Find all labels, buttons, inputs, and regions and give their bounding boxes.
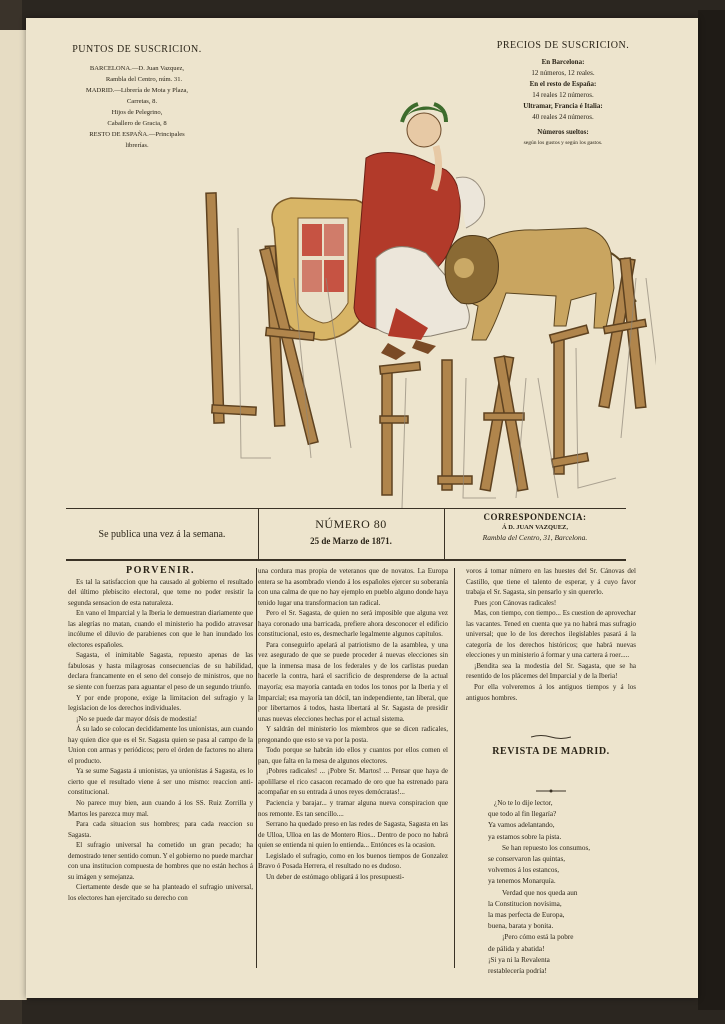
- paragraph: voros á tomar número en las huestes del Sr. Cánovas del Castillo, que tiene el talento de esperar, y á cuyo favor trabaja el Sr. Sagasta, sin pensarlo y sin quererlo.: [466, 567, 636, 597]
- poem-line: de pálida y abatida!: [488, 944, 545, 953]
- paragraph: Mas, con tiempo, con tiempo... Es cuestion de aprovechar las vacantes. Tened en cuenta que ya no habrá mas sufragio universal; que lo de los derechos ilegislables pasará á la categoría de los derechos históricos; que habrá nuevas elecciones y un ministerio á formar y una cartera á roer.....: [466, 609, 636, 660]
- issue-info-band: [66, 508, 626, 561]
- paragraph: Paciencia y barajar... y tramar alguna nueva conspiracion que nos remonte. Es tan sencillo....: [258, 799, 448, 818]
- revista-title: REVISTA DE MADRID.: [492, 746, 610, 757]
- scan-background-right: [698, 10, 725, 1010]
- price-line: Números sueltos:: [537, 128, 589, 136]
- paragraph: Todo porque se habrán ido ellos y cuantos por ellos comen el pan, que falta en la mesa de algunos electores.: [258, 746, 448, 765]
- subscription-prices-heading: PRECIOS DE SUSCRICION.: [496, 40, 630, 51]
- subscription-line: RESTO DE ESPAÑA.—Principales: [89, 131, 185, 138]
- paragraph: Legislado el sufragio, como en los buenos tiempos de Gonzalez Bravo ó Posada Herrera, el resultado no es dudoso.: [258, 851, 448, 871]
- poem-line: ¿No te lo dije lector,: [494, 799, 553, 807]
- paragraph: Para conseguirlo apelará al patriotismo de la asamblea, y una vez asegurado de que se puede proceder á nuevas elecciones sin que la inmensa masa de los federales y de los carlistas puedan hacerle la contra, hará el sacrificio de desprenderse de la actual mayoría; esa mayoría cantada en todos los tonos por la Iberia y el Imparcial; esa mayoría tan dócil, tan independiente, tan liberal, que por libertarnos á todos, hasta libertará al Sr. Sagasta de presidir unas nuevas elecciones hechas por el actual sistema.: [258, 640, 448, 723]
- paragraph: El sufragio universal ha cometido un gran pecado; ha demostrado tener sentido comun. Y el gobierno no puede marchar con una institucion compuesta de hombres que no están hechos á su imágen y semejanza.: [68, 841, 253, 881]
- poem-line: restablecería podría!: [488, 967, 547, 976]
- poem-line: Ya vamos adelantando,: [488, 821, 555, 830]
- section-ornament: [531, 788, 571, 794]
- paragraph: Pues ¡con Cánovas radicales!: [474, 598, 557, 607]
- masthead-illustration: [166, 78, 656, 508]
- price-line: según los gustos y según los gastos.: [523, 140, 603, 146]
- poem-line: buena, barata y bonita.: [488, 922, 554, 931]
- publication-frequency: Se publica una vez á la semana.: [66, 509, 259, 559]
- subscription-points-heading: PUNTOS DE SUSCRICION.: [72, 44, 202, 55]
- poem-line: la mas perfecta de Europa,: [488, 911, 565, 920]
- subscription-line: Carretas, 8.: [126, 98, 158, 105]
- subscription-line: BARCELONA.—D. Juan Vazquez,: [89, 65, 185, 72]
- revista-poem: [488, 798, 638, 977]
- paragraph: ¡Bendita sea la modestia del Sr. Sagasta, que se ha resentido de los plácemes del Imparcial y de la Iberia!: [466, 661, 636, 681]
- paragraph: Á su lado se colocan decididamente los unionistas, aun cuando hay quien dice que es el Sr. Sagasta quien se pasa al campo de la Union con armas y periódicos; pero el órden de factores no altera el producto.: [68, 725, 253, 765]
- poem-line: que todo al fin llegaría?: [488, 810, 557, 819]
- subscription-line: librerías.: [125, 142, 149, 149]
- poem-line: Verdad que nos queda aun: [502, 888, 578, 897]
- column-rule: [454, 568, 455, 968]
- paragraph: Y saldrán del ministerio los miembros que se dicen radicales, pregonando que esto se va por la posta.: [258, 725, 448, 744]
- poem-line: ya tenemos Monarquía.: [488, 877, 556, 886]
- section-ornament: [531, 734, 571, 740]
- price-line: 40 reales 24 números.: [532, 113, 594, 121]
- paragraph: Ciertamente desde que se ha planteado el sufragio universal, los electores han ejercitado su derecho con: [68, 883, 253, 902]
- column-2: [258, 566, 448, 956]
- seated-woman-figure: [354, 104, 485, 360]
- poem-line: ¡Si ya ni la Revalenta: [488, 955, 550, 964]
- paragraph: Pero el Sr. Sagasta, de quien no será imposible que alguna vez haya coronado una barricada, prefiere ahora desconocer el edificio constitucional, esto es, desmecharle legalmente algunos capítulos.: [258, 609, 448, 639]
- price-line: En el resto de España:: [529, 80, 597, 88]
- paragraph: En vano el Imparcial y la Iberia le demuestran diariamente que las alegrías no matan, cuando el ministerio ha podido atravesar incólume el diluvio de parabienes con que le han inundado los electores españoles.: [68, 609, 253, 649]
- paragraph: Para cada situacion sus hombres; para cada reaccion su Sagasta.: [68, 820, 253, 839]
- paragraph: Un deber de estómago obligará á los presupuesti-: [266, 872, 405, 881]
- subscription-line: MADRID.—Librería de Mota y Plaza,: [85, 87, 189, 94]
- paragraph: Serrano ha quedado preso en las redes de Sagasta, Sagasta en las de Ulloa, Ulloa en las de Montero Rios... Dentro de poco no habrá quien se entienda ni quien lo entienda... Entónces es la ocasion.: [258, 820, 448, 850]
- price-line: 14 reales 12 números.: [532, 91, 594, 99]
- correspondence-title: CORRESPONDENCIA:: [483, 512, 587, 522]
- price-line: En Barcelona:: [541, 58, 585, 66]
- subscription-line: Hijos de Pelegrino,: [111, 109, 163, 116]
- correspondence-name: Á D. JUAN VAZQUEZ,: [501, 524, 569, 531]
- column-3: [466, 566, 636, 726]
- paragraph: ¡Pobres radicales! ... ¡Pobre Sr. Martos! ... Pensar que haya de apolillarse el rico casacon recamado de oro que ha estrenado para acompañar en su entrada á unos reyes demócratas!...: [258, 767, 448, 797]
- issue-number-block: [258, 509, 445, 559]
- price-line: 12 números, 12 reales.: [531, 69, 595, 77]
- column-1: [68, 566, 253, 971]
- issue-date: 25 de Marzo de 1871.: [310, 536, 392, 546]
- paragraph: Sagasta, el inimitable Sagasta, repuesto apenas de las fabulosas y hasta milagrosas consecuencias de su habilidad, declara francamente en el seno del consejo de ministros, que no se siente con fuerzas para aguantar el peso de un segundo triunfo.: [68, 651, 253, 692]
- paragraph: Es tal la satisfaccion que ha causado al gobierno el resultado del último plebiscito electoral, que teme no poder resistir la segunda sensacion de esta naturaleza.: [68, 577, 253, 607]
- paragraph: Por ella volveremos á los antiguos tiempos y á los antiguos hombres.: [466, 683, 636, 702]
- lion-figure: [445, 228, 636, 340]
- subscription-line: Rambla del Centro, núm. 31.: [105, 76, 183, 83]
- subscription-line: Caballero de Gracia, 8: [107, 120, 167, 127]
- correspondence-block: [444, 509, 626, 559]
- newspaper-page: [26, 18, 698, 998]
- poem-line: ya estamos sobre la pista.: [488, 832, 562, 841]
- paragraph: Ya se sume Sagasta á unionistas, ya unionistas á Sagasta, es lo cierto que el resultado viene á ser uno mismo: reaccion anti-constitucional.: [68, 767, 253, 797]
- poem-line: volvemos á los estancos,: [488, 866, 560, 875]
- paragraph: una cordura mas propia de veteranos que de novatos. La Europa entera se ha asombrado viendo á los españoles ejercer su soberanía con una calma de que no hay ejemplo en pueblo alguno donde haya tenido lugar una transformacion tan radical.: [258, 567, 448, 607]
- issue-number: NÚMERO 80: [315, 517, 387, 531]
- poem-line: ¡Pero cómo está la pobre: [502, 933, 574, 942]
- correspondence-address: Rambla del Centro, 31, Barcelona.: [482, 533, 588, 542]
- column-rule: [256, 568, 257, 968]
- poem-line: Se han repuesto los consumos,: [502, 843, 591, 852]
- poem-line: se conservaron las quintas,: [488, 855, 566, 864]
- article-title: PORVENIR.: [126, 566, 195, 576]
- poem-line: la Constitucion novísima,: [488, 899, 562, 908]
- paragraph: ¡No se puede dar mayor dósis de modestia!: [76, 714, 198, 723]
- price-line: Ultramar, Francia é Italia:: [523, 102, 603, 110]
- paragraph: Y por ende propone, exige la limitacion del sufragio y la legislacion de los derechos individuales.: [68, 693, 253, 713]
- paragraph: No parece muy bien, aun cuando á los SS. Ruiz Zorrilla y Martos les parezca muy mal.: [68, 799, 253, 818]
- previous-page-edge: [0, 30, 27, 1000]
